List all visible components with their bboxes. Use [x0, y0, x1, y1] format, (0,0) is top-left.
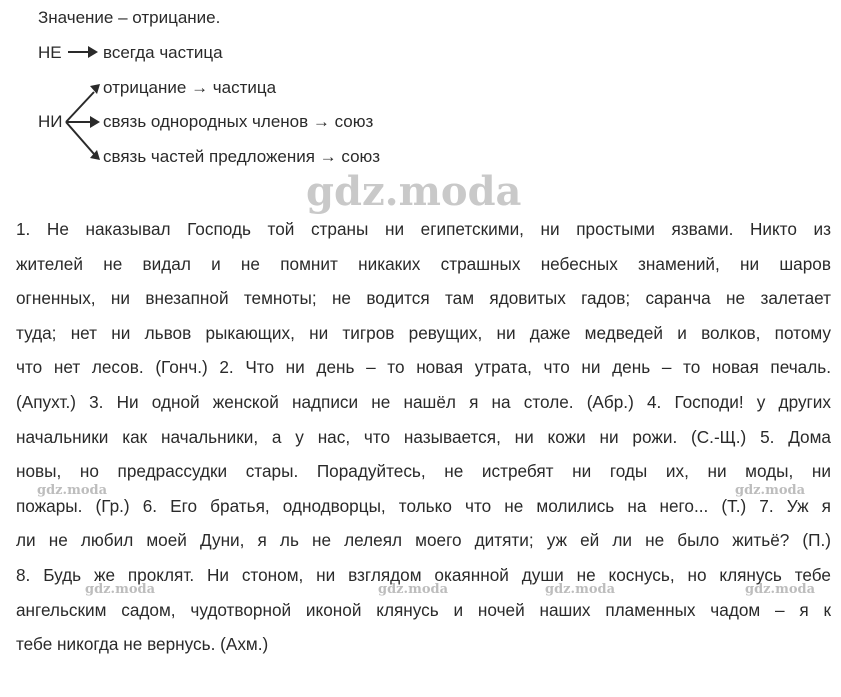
text-line: начальники как начальники, а у нас, что называется, ни кожи ни рожи. (С.-Щ.) 5. Дома: [16, 426, 831, 447]
ne-arrow-icon: [66, 44, 100, 60]
watermark-small: gdz.moda: [378, 582, 449, 597]
text-line: 8. Будь же проклят. Ни стоном, ни взглядом окаянной души не коснусь, но клянусь тебе: [16, 564, 831, 585]
ni-label: НИ: [38, 112, 63, 131]
text-line: 1. Не наказывал Господь той страны ни египетскими, ни простыми язвами. Никто из: [16, 219, 831, 239]
ni-branch-clauses: связь частей предложения → союз: [103, 147, 381, 166]
watermark-logo: gdz.moda: [306, 168, 522, 215]
watermark-small: gdz.moda: [745, 582, 816, 597]
ni-branch-arrows-icon: [62, 78, 104, 170]
ni-branch-negation: отрицание → частица: [103, 78, 277, 97]
watermark-small: gdz.moda: [85, 582, 156, 597]
text-line: туда; нет ни львов рыкающих, ни тигров ревущих, ни даже медведей и волков, потому: [16, 322, 831, 343]
text-line: тебе никогда не вернусь. (Ахм.): [16, 634, 269, 655]
text-line: новы, но предрассудки стары. Порадуйтесь, не истребят ни годы их, ни моды, ни: [16, 461, 831, 482]
text-line: пожары. (Гр.) 6. Его братья, однодворцы, только что не молились на него... (Т.) 7. Уж я: [16, 495, 831, 516]
text-line: (Апухт.) 3. Ни одной женской надписи не нашёл я на столе. (Абр.) 4. Господи! у других: [16, 391, 831, 412]
ne-target: всегда частица: [103, 43, 223, 62]
text-line: ли не любил моей Дуни, я ль не лелеял моего дитяти; уж ей ли не было житьё? (П.): [16, 530, 831, 551]
text-line: огненных, ни внезапной темноты; не водится там ядовитых гадов; саранча не залетает: [16, 288, 831, 309]
ne-label: НЕ: [38, 43, 62, 62]
text-line: что нет лесов. (Гонч.) 2. Что ни день – то новая утрата, что ни день – то новая печаль.: [16, 357, 831, 378]
watermark-small: gdz.moda: [37, 483, 108, 498]
text-line: жителей не видал и не помнит никаких страшных небесных знамений, ни шаров: [16, 253, 831, 274]
watermark-small: gdz.moda: [545, 582, 616, 597]
ni-branch-homogeneous: связь однородных членов → союз: [103, 112, 374, 131]
text-line: ангельским садом, чудотворной иконой клянусь и ночей наших пламенных чадом – я к: [16, 599, 831, 620]
watermark-small: gdz.moda: [735, 483, 806, 498]
exercise-text: [16, 212, 831, 662]
scheme-title: Значение – отрицание.: [38, 8, 221, 27]
